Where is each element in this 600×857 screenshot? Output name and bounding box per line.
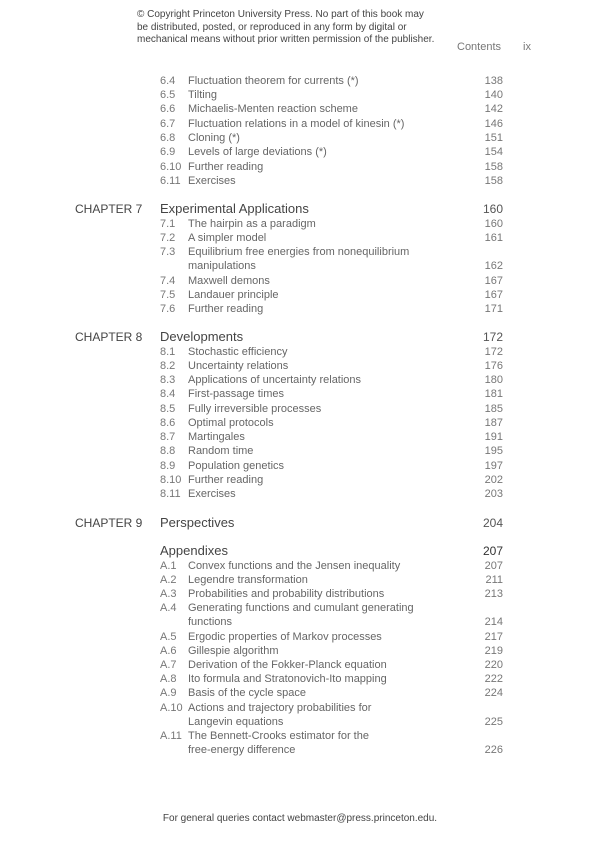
chapter-page: 204 (482, 516, 503, 530)
section-number: A.8 (160, 673, 177, 685)
section-number: A.5 (160, 631, 177, 643)
copyright-notice: © Copyright Princeton University Press. No part of this book may be distributed, posted, or reproduced in any form by digital or mechanical means without prior written permission of the publisher. (137, 9, 435, 45)
toc-entry[interactable] (0, 117, 600, 131)
section-number: A.10 (160, 702, 183, 714)
toc-entry[interactable] (0, 231, 600, 245)
section-number: 8.5 (160, 403, 176, 415)
section-page: 220 (484, 659, 503, 671)
toc-entry[interactable] (0, 174, 600, 188)
toc-entry[interactable] (0, 601, 600, 615)
section-number: 7.5 (160, 289, 176, 301)
section-number: 8.8 (160, 445, 176, 457)
section-title: Generating functions and cumulant generating (188, 602, 414, 614)
toc-entry[interactable] (0, 245, 600, 259)
section-title: Random time (188, 445, 254, 457)
section-number: 7.3 (160, 246, 176, 258)
toc-entry[interactable] (0, 573, 600, 587)
toc-entry[interactable] (0, 359, 600, 373)
toc-entry[interactable] (0, 644, 600, 658)
section-title: Levels of large deviations (*) (188, 146, 327, 158)
section-number: A.4 (160, 602, 177, 614)
page-number: ix (523, 41, 531, 53)
section-title: Martingales (188, 431, 245, 443)
appendixes-page: 207 (482, 544, 503, 558)
section-page: 202 (484, 474, 503, 486)
section-title: Maxwell demons (188, 275, 270, 287)
section-number: 8.9 (160, 460, 176, 472)
running-title: Contents (457, 41, 502, 53)
section-number: A.11 (160, 730, 182, 742)
section-number: 8.7 (160, 431, 176, 443)
section-number: 6.6 (160, 103, 176, 115)
section-page: 213 (484, 588, 503, 600)
section-title: Cloning (*) (188, 132, 240, 144)
toc-entry[interactable] (0, 430, 600, 444)
section-title-continued: functions (188, 616, 233, 628)
section-number: 6.8 (160, 132, 176, 144)
section-page: 140 (484, 89, 503, 101)
toc-entry[interactable] (0, 672, 600, 686)
toc-entry[interactable] (0, 217, 600, 231)
section-number: 8.1 (160, 346, 176, 358)
section-title-continued: manipulations (188, 260, 256, 272)
chapter-heading[interactable] (0, 201, 600, 217)
section-number: 7.6 (160, 303, 176, 315)
toc-entry[interactable] (0, 102, 600, 116)
section-page: 224 (484, 687, 503, 699)
section-title: The hairpin as a paradigm (188, 218, 316, 230)
section-page: 171 (484, 303, 503, 315)
section-title: Fluctuation relations in a model of kinesin (*) (188, 118, 405, 130)
section-page: 160 (484, 218, 503, 230)
section-title-continued: Langevin equations (188, 716, 284, 728)
section-number: 8.11 (160, 488, 181, 500)
section-title: Landauer principle (188, 289, 279, 301)
section-title: Further reading (188, 303, 264, 315)
section-number: A.6 (160, 645, 177, 657)
section-title: Population genetics (188, 460, 285, 472)
section-page: 146 (484, 118, 503, 130)
toc-entry[interactable] (0, 587, 600, 601)
section-number: 6.9 (160, 146, 176, 158)
section-title: Actions and trajectory probabilities for (188, 702, 372, 714)
section-title: Ergodic properties of Markov processes (188, 631, 382, 643)
section-page: 214 (484, 616, 503, 628)
section-title: Probabilities and probability distributions (188, 588, 385, 600)
toc-entry[interactable] (0, 416, 600, 430)
section-number: A.7 (160, 659, 177, 671)
section-page: 219 (484, 645, 503, 657)
toc-entry[interactable] (0, 559, 600, 573)
toc-entry[interactable] (0, 487, 600, 501)
section-title: Basis of the cycle space (188, 687, 307, 699)
section-page: 185 (484, 403, 503, 415)
section-title: Tilting (188, 89, 217, 101)
footer-contact: For general queries contact webmaster@press.princeton.edu. (162, 813, 438, 824)
section-number: A.3 (160, 588, 177, 600)
toc-entry[interactable] (0, 402, 600, 416)
toc-entry[interactable] (0, 459, 600, 473)
toc-entry[interactable] (0, 729, 600, 743)
section-page: 191 (484, 431, 503, 443)
toc-entry[interactable] (0, 387, 600, 401)
section-page: 151 (484, 132, 503, 144)
section-number: 7.2 (160, 232, 176, 244)
toc-entry-continuation[interactable] (0, 615, 600, 629)
toc-entry[interactable] (0, 373, 600, 387)
chapter-title: Perspectives (160, 515, 235, 530)
section-page: 181 (484, 388, 503, 400)
section-title: Fully irreversible processes (188, 403, 322, 415)
section-title: Exercises (188, 175, 236, 187)
appendixes-heading[interactable] (0, 543, 600, 559)
chapter-title: Experimental Applications (160, 201, 309, 216)
toc-entry[interactable] (0, 345, 600, 359)
section-number: 8.3 (160, 374, 176, 386)
section-number: 6.5 (160, 89, 176, 101)
chapter-label: CHAPTER 7 (75, 202, 143, 216)
section-title: Stochastic efficiency (188, 346, 288, 358)
section-title: Michaelis-Menten reaction scheme (188, 103, 358, 115)
toc-entry[interactable] (0, 288, 600, 302)
toc-entry-continuation[interactable] (0, 259, 600, 273)
section-title: Fluctuation theorem for currents (*) (188, 75, 359, 87)
section-page: 167 (484, 275, 503, 287)
chapter-title: Developments (160, 329, 244, 344)
section-number: 7.1 (160, 218, 176, 230)
section-title: First-passage times (188, 388, 284, 400)
section-title: Exercises (188, 488, 236, 500)
section-title: Convex functions and the Jensen inequality (188, 560, 401, 572)
chapter-page: 172 (482, 330, 503, 344)
section-title: Ito formula and Stratonovich-Ito mapping (188, 673, 387, 685)
section-number: 6.10 (160, 161, 182, 173)
section-title: A simpler model (188, 232, 267, 244)
section-number: 7.4 (160, 275, 176, 287)
section-page: 195 (484, 445, 503, 457)
toc-entry[interactable] (0, 274, 600, 288)
section-title-continued: free-energy difference (188, 744, 296, 756)
toc-entry[interactable] (0, 473, 600, 487)
section-title: Further reading (188, 474, 264, 486)
appendixes-title: Appendixes (160, 543, 228, 558)
toc-entry[interactable] (0, 686, 600, 700)
section-number: 8.4 (160, 388, 176, 400)
section-title: Equilibrium free energies from nonequilibrium (188, 246, 410, 258)
toc-entry[interactable] (0, 658, 600, 672)
section-page: 142 (484, 103, 503, 115)
section-number: 8.2 (160, 360, 176, 372)
section-number: A.9 (160, 687, 177, 699)
toc-entry-continuation[interactable] (0, 715, 600, 729)
section-page: 203 (484, 488, 503, 500)
section-title: Legendre transformation (188, 574, 308, 586)
toc-entry[interactable] (0, 88, 600, 102)
section-number: A.2 (160, 574, 177, 586)
toc-entry[interactable] (0, 131, 600, 145)
toc-entry[interactable] (0, 302, 600, 316)
section-page: 225 (484, 716, 503, 728)
toc-entry[interactable] (0, 701, 600, 715)
section-title: The Bennett-Crooks estimator for the (188, 730, 369, 742)
section-page: 180 (484, 374, 503, 386)
section-title: Derivation of the Fokker-Planck equation (188, 659, 387, 671)
section-page: 158 (484, 161, 503, 173)
section-page: 154 (484, 146, 503, 158)
section-page: 162 (484, 260, 503, 272)
section-title: Applications of uncertainty relations (188, 374, 362, 386)
section-number: 6.7 (160, 118, 176, 130)
chapter-label: CHAPTER 9 (75, 516, 143, 530)
section-page: 161 (484, 232, 503, 244)
section-title: Uncertainty relations (188, 360, 289, 372)
section-page: 176 (484, 360, 503, 372)
section-page: 222 (484, 673, 503, 685)
section-page: 226 (484, 744, 503, 756)
section-number: 8.6 (160, 417, 176, 429)
section-page: 197 (484, 460, 503, 472)
section-number: 6.11 (160, 175, 181, 187)
section-number: A.1 (160, 560, 177, 572)
section-page: 211 (485, 574, 503, 586)
section-page: 167 (484, 289, 503, 301)
chapter-label: CHAPTER 8 (75, 330, 143, 344)
section-page: 187 (484, 417, 503, 429)
section-page: 172 (484, 346, 503, 358)
section-page: 217 (484, 631, 503, 643)
chapter-page: 160 (482, 202, 503, 216)
toc-entry[interactable] (0, 74, 600, 88)
section-page: 207 (484, 560, 503, 572)
section-number: 6.4 (160, 75, 176, 87)
section-title: Optimal protocols (188, 417, 274, 429)
toc-entry[interactable] (0, 160, 600, 174)
section-page: 158 (484, 175, 503, 187)
section-title: Gillespie algorithm (188, 645, 279, 657)
section-page: 138 (484, 75, 503, 87)
toc-entry[interactable] (0, 444, 600, 458)
toc-entry-continuation[interactable] (0, 743, 600, 757)
toc-entry[interactable] (0, 630, 600, 644)
section-title: Further reading (188, 161, 264, 173)
section-number: 8.10 (160, 474, 182, 486)
chapter-heading[interactable] (0, 329, 600, 345)
toc-entry[interactable] (0, 145, 600, 159)
chapter-heading[interactable] (0, 515, 600, 531)
